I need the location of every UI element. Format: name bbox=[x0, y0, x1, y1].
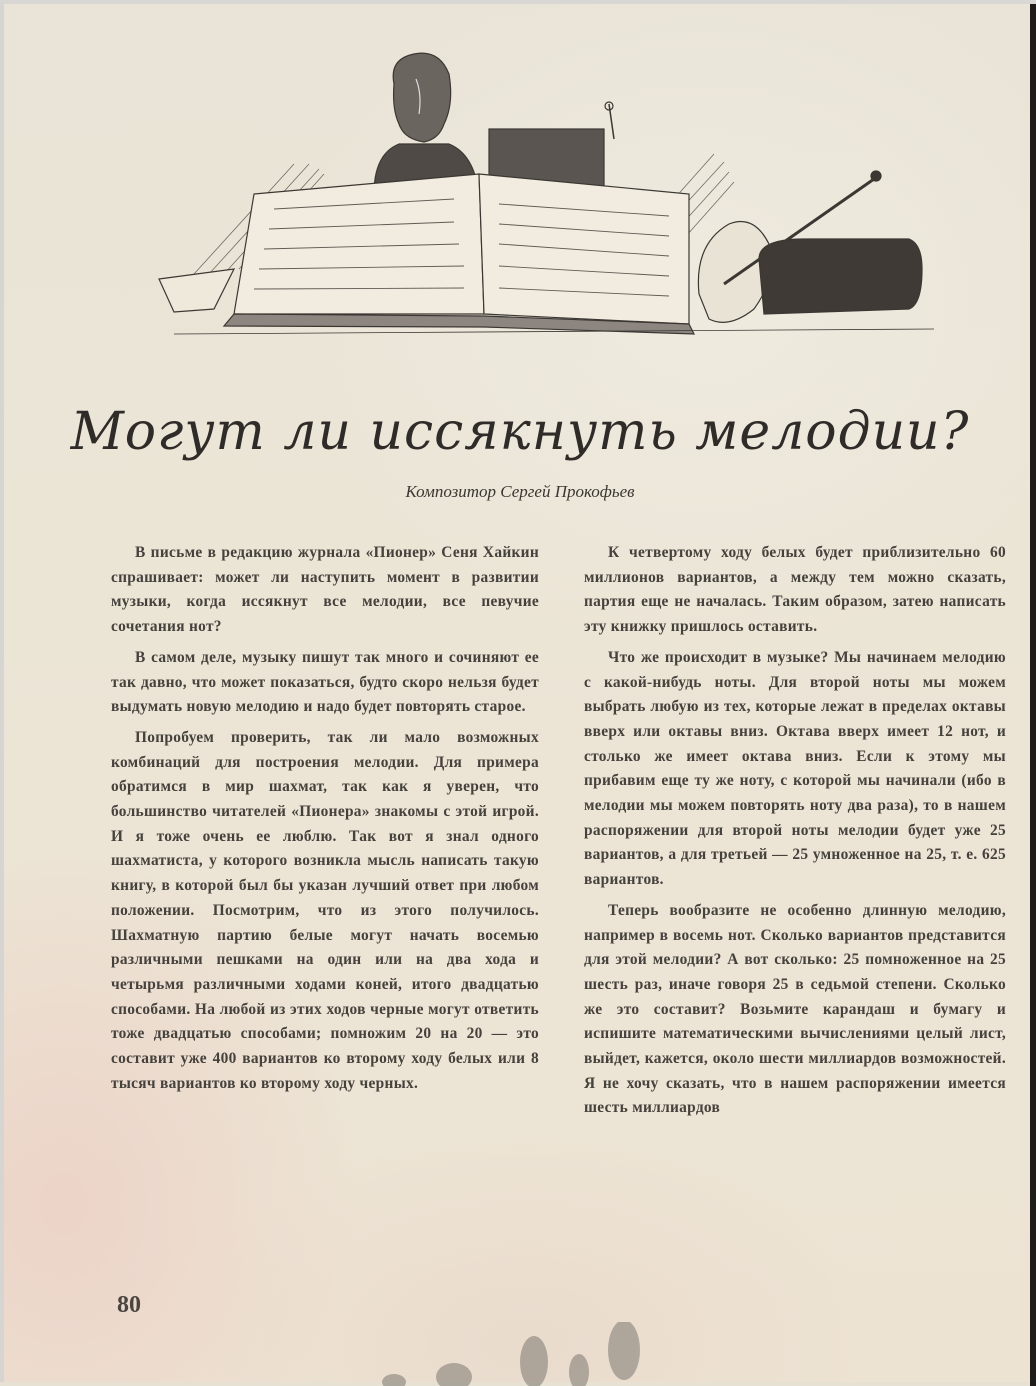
paragraph: В письме в редакцию журнала «Пионер» Сеня Хайкин спрашивает: может ли наступить момент в развитии музыки, когда иссякнут все мелодии, все певучие сочетания нот? bbox=[111, 544, 539, 636]
composer-still-life-illustration bbox=[154, 44, 944, 344]
scan-edge bbox=[1030, 4, 1036, 1386]
paragraph: К четвертому ходу белых будет приблизительно 60 миллионов вариантов, а между тем можно сказать, партия еще не началась. Таким образом, затею написать эту книжку пришлось оставить. bbox=[584, 544, 1006, 636]
bottom-ornament-decoration bbox=[334, 1322, 734, 1386]
left-column bbox=[111, 541, 539, 1102]
page-number: 80 bbox=[117, 1292, 141, 1318]
article-title: Могут ли иссякнуть мелодии? bbox=[70, 402, 970, 462]
article-byline: Композитор Сергей Прокофьев bbox=[405, 482, 635, 501]
paragraph: В самом деле, музыку пишут так много и сочиняют ее так давно, что может показаться, будто скоро нельзя будет выдумать новую мелодию и надо будет повторять старое. bbox=[111, 648, 539, 716]
paragraph: Теперь вообразите не особенно длинную мелодию, например в восемь нот. Сколько вариантов представится для этой мелодии? А вот сколько: 25 помноженное на 25 шесть раз, иначе говоря 25 в седьмой степени. Сколько же это составит? Возьмите карандаш и бумагу и испишите математическими вычислениями целый лист, выйдет, кажется, около шести миллиардов возможностей. Я не хочу сказать, что в нашем распоряжении имеется шесть миллиардов bbox=[584, 901, 1006, 1117]
paragraph: Попробуем проверить, так ли мало возможных комбинаций для построения мелодии. Для примера обратимся в мир шахмат, так как я уверен, что большинство читателей «Пионера» знакомы с этой игрой. И я тоже очень ее люблю. Так вот я знал одного шахматиста, у которого возникла мысль написать такую книгу, в которой был бы указан лучший ответ при любом положении. Посмотрим, что из этого получилось. Шахматную партию белые могут начать восемью различными пешками на один или на два хода и четырьмя различными ходами коней, итого двадцатью способами. На любой из этих ходов черные могут ответить тоже двадцатью способами; помножим 20 на 20 — это составит уже 400 вариантов ко второму ходу белых или 8 тысяч вариантов ко второму ходу черных. bbox=[111, 728, 539, 1092]
paragraph: Что же происходит в музыке? Мы начинаем мелодию с какой-нибудь ноты. Для второй ноты мы можем выбрать любую из тех, которые лежат в пределах октавы вверх или октавы вниз. Октава вверх имеет 12 нот, и столько же имеет октава вниз. Если к этому мы прибавим еще ту же ноту, с которой мы начинали (ибо в мелодии мы можем повторять ноту два раза), то в нашем распоряжении для второй ноты мелодии будет уже 25 вариантов, а для третьей — 25 умноженное на 25, т. е. 625 вариантов. bbox=[584, 648, 1006, 889]
right-column bbox=[584, 541, 1006, 1127]
